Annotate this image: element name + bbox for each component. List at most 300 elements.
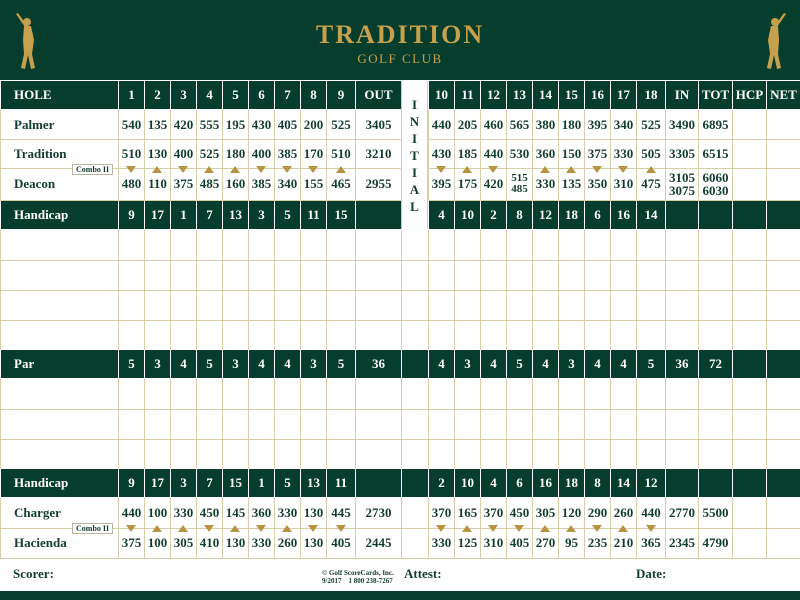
hole-11-cell [454, 379, 480, 409]
hole-9-cell [326, 320, 355, 350]
hcp-cell [732, 379, 766, 409]
out-cell: 36 [355, 350, 401, 378]
row-label: Hacienda [0, 528, 118, 558]
copyright-text: © Golf ScoreCards, Inc. [322, 569, 394, 577]
tee-row-hacienda [0, 528, 800, 559]
hole-6-cell: 360 [248, 498, 274, 528]
hole-4-cell: 485 [196, 168, 222, 200]
hole-17-cell: 16 [610, 201, 636, 229]
hole-3-cell [170, 439, 196, 469]
header-banner [0, 0, 800, 80]
hole-17-cell: 260 [610, 498, 636, 528]
hole-2-cell [144, 409, 170, 439]
hole-18-cell [636, 260, 665, 290]
hole-7-cell [274, 260, 300, 290]
hole-14-cell: 12 [532, 201, 558, 229]
hole-5-cell: 13 [222, 201, 248, 229]
hole-4-cell: 410 [196, 528, 222, 558]
hole-7-cell: 330 [274, 498, 300, 528]
initial-column [401, 81, 428, 229]
out-cell [355, 439, 401, 469]
hole-1-cell [118, 379, 144, 409]
hole-16-cell: 8 [584, 469, 610, 497]
hole-5-cell [222, 379, 248, 409]
hole-8-cell: 13 [300, 469, 326, 497]
hole-8-cell [300, 290, 326, 320]
in-cell [665, 409, 698, 439]
combo-up-triangle-icon [540, 525, 550, 532]
hole-15-cell: 18 [558, 469, 584, 497]
net-cell [766, 439, 800, 469]
combo-down-triangle-icon [436, 525, 446, 532]
initial-letter: A [409, 181, 420, 197]
hole-17-cell [610, 290, 636, 320]
out-cell [355, 379, 401, 409]
row-label: Tradition [0, 139, 118, 168]
hole-1-cell [118, 290, 144, 320]
hole-6-cell [248, 439, 274, 469]
out-cell [355, 290, 401, 320]
row-label: Handicap [0, 201, 118, 229]
hole-8-cell [300, 409, 326, 439]
hole-12-cell: 370 [480, 498, 506, 528]
hcp-cell [732, 320, 766, 350]
hole-11-cell: 10 [454, 469, 480, 497]
hole-2-cell [144, 260, 170, 290]
hole-18-cell: 14 [636, 201, 665, 229]
stacked-value: 515 [511, 172, 528, 184]
hole-3-cell: 330 [170, 498, 196, 528]
in-cell [665, 230, 698, 260]
hole-11-cell [454, 260, 480, 290]
hole-7-cell [274, 230, 300, 260]
hole-6-cell: 1 [248, 469, 274, 497]
hole-1-cell: 375 [118, 528, 144, 558]
row-label: Palmer [0, 110, 118, 139]
hole-8-cell [300, 260, 326, 290]
hole-17-cell: 210 [610, 528, 636, 558]
in-cell [665, 320, 698, 350]
copyright [322, 569, 394, 585]
hole-16-cell [584, 320, 610, 350]
hole-12-cell: 460 [480, 110, 506, 139]
initial-letter: I [411, 96, 418, 112]
hole-4-cell: 7 [196, 469, 222, 497]
hole-13-cell [506, 230, 532, 260]
hole-1-cell [118, 409, 144, 439]
initial-letter: N [409, 113, 420, 129]
hole-17-cell [610, 230, 636, 260]
hcp-header: HCP [732, 81, 766, 109]
score-row [0, 260, 800, 291]
hole-number: 14 [532, 81, 558, 109]
score-row [0, 379, 800, 410]
hole-12-cell: 4 [480, 350, 506, 378]
date-label: Date: [636, 566, 667, 581]
combo-down-triangle-icon [308, 166, 318, 173]
initial-cell [401, 290, 428, 320]
hole-10-cell [428, 379, 454, 409]
stacked-value: 3075 [669, 183, 695, 198]
hole-6-cell [248, 230, 274, 260]
hole-3-cell: 400 [170, 139, 196, 168]
combo-up-triangle-icon [336, 166, 346, 173]
par-row [0, 350, 800, 378]
hole-16-cell: 6 [584, 201, 610, 229]
hole-2-cell: 130 [144, 139, 170, 168]
hole-5-cell: 130 [222, 528, 248, 558]
hole-8-cell [300, 439, 326, 469]
hole-number: 2 [144, 81, 170, 109]
net-cell [766, 350, 800, 378]
club-subtitle: GOLF CLUB [357, 51, 443, 66]
hole-1-cell: 9 [118, 201, 144, 229]
hole-4-cell [196, 320, 222, 350]
row-label: Handicap [0, 469, 118, 497]
hole-1-cell [118, 230, 144, 260]
hcp-cell [732, 528, 766, 558]
hole-3-cell [170, 379, 196, 409]
hole-12-cell [480, 290, 506, 320]
hole-12-cell: 2 [480, 201, 506, 229]
row-label [0, 260, 118, 290]
combo-down-triangle-icon [126, 525, 136, 532]
hole-15-cell: 120 [558, 498, 584, 528]
hole-number: 4 [196, 81, 222, 109]
score-row [0, 409, 800, 440]
combo-up-triangle-icon [178, 525, 188, 532]
tot-cell [698, 469, 732, 497]
combo-up-triangle-icon [566, 525, 576, 532]
hole-12-cell [480, 320, 506, 350]
net-cell [766, 409, 800, 439]
hole-13-cell: 8 [506, 201, 532, 229]
hole-7-cell [274, 439, 300, 469]
net-cell [766, 260, 800, 290]
hole-2-cell: 17 [144, 469, 170, 497]
combo-down-triangle-icon [592, 525, 602, 532]
hole-12-cell: 420 [480, 168, 506, 200]
hole-1-cell: 5 [118, 350, 144, 378]
out-cell: 2730 [355, 498, 401, 528]
tot-cell: 6895 [698, 110, 732, 139]
hole-15-cell [558, 439, 584, 469]
hcp-cell [732, 110, 766, 139]
hole-4-cell: 450 [196, 498, 222, 528]
hole-16-cell [584, 379, 610, 409]
hole-14-cell [532, 320, 558, 350]
hole-15-cell: 150 [558, 139, 584, 168]
hole-5-cell: 3 [222, 350, 248, 378]
hole-17-cell [610, 379, 636, 409]
hcp-cell [732, 139, 766, 168]
hole-2-cell: 110 [144, 168, 170, 200]
hole-4-cell: 525 [196, 139, 222, 168]
out-cell [355, 409, 401, 439]
hole-number: 11 [454, 81, 480, 109]
initial-cell [401, 528, 428, 558]
tee-row-charger [0, 498, 800, 529]
tot-cell [698, 201, 732, 229]
in-cell [665, 168, 698, 200]
hcp-cell [732, 168, 766, 200]
hole-3-cell [170, 230, 196, 260]
hcp-cell [732, 260, 766, 290]
hole-5-cell: 195 [222, 110, 248, 139]
out-header: OUT [355, 81, 401, 109]
hole-10-cell [428, 439, 454, 469]
hole-18-cell [636, 230, 665, 260]
hole-13-cell [506, 168, 532, 200]
initial-letter: T [410, 147, 419, 163]
initial-letter: I [411, 130, 418, 146]
hole-7-cell: 405 [274, 110, 300, 139]
hole-17-cell: 340 [610, 110, 636, 139]
hole-18-cell: 525 [636, 110, 665, 139]
hole-6-cell: 430 [248, 110, 274, 139]
combo-down-triangle-icon [336, 525, 346, 532]
hole-12-cell [480, 379, 506, 409]
hole-13-cell: 450 [506, 498, 532, 528]
stacked-value: 6030 [702, 183, 729, 198]
hole-16-cell [584, 260, 610, 290]
hole-10-cell [428, 230, 454, 260]
hole-11-cell [454, 409, 480, 439]
hole-2-cell [144, 230, 170, 260]
initial-cell [401, 469, 428, 497]
hole-1-cell: 540 [118, 110, 144, 139]
row-label [0, 379, 118, 409]
tee-row-tradition [0, 139, 800, 169]
hole-14-cell: 16 [532, 469, 558, 497]
hole-16-cell: 4 [584, 350, 610, 378]
hole-5-cell [222, 260, 248, 290]
hole-3-cell: 420 [170, 110, 196, 139]
hole-14-cell [532, 379, 558, 409]
hole-3-cell [170, 409, 196, 439]
hole-2-cell: 3 [144, 350, 170, 378]
hole-9-cell: 445 [326, 498, 355, 528]
initial-cell [401, 439, 428, 469]
hole-17-cell [610, 260, 636, 290]
hole-17-cell: 14 [610, 469, 636, 497]
hole-7-cell: 260 [274, 528, 300, 558]
hole-15-cell [558, 320, 584, 350]
combo-up-triangle-icon [204, 166, 214, 173]
stacked-value: 3105 [669, 170, 695, 185]
hole-6-cell [248, 290, 274, 320]
hole-7-cell [274, 320, 300, 350]
hole-10-cell [428, 320, 454, 350]
hole-5-cell: 15 [222, 469, 248, 497]
hole-9-cell [326, 409, 355, 439]
hole-9-cell [326, 260, 355, 290]
hole-15-cell [558, 260, 584, 290]
combo-up-triangle-icon [230, 166, 240, 173]
golfer-silhouette-icon [760, 10, 788, 72]
hole-14-cell: 270 [532, 528, 558, 558]
hole-number: 3 [170, 81, 196, 109]
combo-up-triangle-icon [152, 525, 162, 532]
stacked-value: 6060 [702, 170, 729, 185]
hole-11-cell [454, 320, 480, 350]
hole-18-cell [636, 379, 665, 409]
hole-6-cell: 3 [248, 201, 274, 229]
hole-17-cell: 310 [610, 168, 636, 200]
hole-1-cell: 9 [118, 469, 144, 497]
hole-13-cell: 405 [506, 528, 532, 558]
hole-8-cell [300, 320, 326, 350]
combo-up-triangle-icon [152, 166, 162, 173]
hole-18-cell [636, 320, 665, 350]
hole-14-cell: 305 [532, 498, 558, 528]
hole-number: 13 [506, 81, 532, 109]
in-header: IN [665, 81, 698, 109]
handicap-row-bottom [0, 469, 800, 497]
combo-down-triangle-icon [256, 525, 266, 532]
combo-up-triangle-icon [646, 166, 656, 173]
hcp-cell [732, 498, 766, 528]
combo-down-triangle-icon [256, 166, 266, 173]
hole-11-cell: 185 [454, 139, 480, 168]
out-cell: 2955 [355, 168, 401, 200]
hole-10-cell: 370 [428, 498, 454, 528]
tot-cell [698, 379, 732, 409]
hole-9-cell: 510 [326, 139, 355, 168]
out-cell: 3405 [355, 110, 401, 139]
hcp-cell [732, 469, 766, 497]
hole-7-cell: 340 [274, 168, 300, 200]
tot-cell: 4790 [698, 528, 732, 558]
hole-17-cell: 330 [610, 139, 636, 168]
hole-4-cell [196, 439, 222, 469]
combo-down-triangle-icon [178, 166, 188, 173]
initial-cell [401, 350, 428, 378]
tot-cell [698, 260, 732, 290]
hole-15-cell [558, 290, 584, 320]
in-cell [665, 439, 698, 469]
hole-2-cell: 100 [144, 528, 170, 558]
hole-2-cell [144, 290, 170, 320]
hole-8-cell: 3 [300, 350, 326, 378]
hole-18-cell: 505 [636, 139, 665, 168]
hole-9-cell: 405 [326, 528, 355, 558]
hole-3-cell: 3 [170, 469, 196, 497]
hole-4-cell [196, 379, 222, 409]
hole-7-cell [274, 379, 300, 409]
tot-cell [698, 230, 732, 260]
hole-3-cell: 4 [170, 350, 196, 378]
hole-12-cell [480, 409, 506, 439]
hole-18-cell: 365 [636, 528, 665, 558]
hole-9-cell [326, 379, 355, 409]
hole-6-cell: 330 [248, 528, 274, 558]
hole-6-cell: 385 [248, 168, 274, 200]
hcp-cell [732, 439, 766, 469]
in-cell [665, 290, 698, 320]
tot-header: TOT [698, 81, 732, 109]
hole-10-cell [428, 409, 454, 439]
initial-cell [401, 498, 428, 528]
hole-18-cell [636, 290, 665, 320]
hole-9-cell: 11 [326, 469, 355, 497]
hole-8-cell [300, 230, 326, 260]
hole-12-cell: 4 [480, 469, 506, 497]
hole-number: 16 [584, 81, 610, 109]
hole-16-cell [584, 290, 610, 320]
initial-cell [401, 320, 428, 350]
tot-cell: 5500 [698, 498, 732, 528]
hcp-cell [732, 230, 766, 260]
combo-down-triangle-icon [308, 525, 318, 532]
tot-cell [698, 439, 732, 469]
initial-cell [401, 379, 428, 409]
hole-12-cell: 440 [480, 139, 506, 168]
hole-4-cell: 7 [196, 201, 222, 229]
hole-12-cell [480, 260, 506, 290]
tot-cell [698, 290, 732, 320]
in-cell: 3305 [665, 139, 698, 168]
hole-13-cell [506, 439, 532, 469]
tot-cell [698, 409, 732, 439]
hole-2-cell [144, 320, 170, 350]
tee-row-palmer [0, 110, 800, 140]
hole-16-cell: 375 [584, 139, 610, 168]
hole-2-cell: 135 [144, 110, 170, 139]
out-cell [355, 230, 401, 260]
hole-10-cell: 440 [428, 110, 454, 139]
hole-16-cell [584, 439, 610, 469]
tot-cell: 6515 [698, 139, 732, 168]
hole-13-cell [506, 290, 532, 320]
footer [0, 559, 800, 591]
hole-5-cell: 145 [222, 498, 248, 528]
net-cell [766, 168, 800, 200]
hole-number: 18 [636, 81, 665, 109]
net-cell [766, 110, 800, 139]
net-cell [766, 379, 800, 409]
hole-4-cell: 555 [196, 110, 222, 139]
hole-15-cell: 3 [558, 350, 584, 378]
combo-up-triangle-icon [566, 166, 576, 173]
combo-down-triangle-icon [488, 166, 498, 173]
club-title: TRADITION [315, 20, 485, 49]
hole-4-cell [196, 409, 222, 439]
hole-7-cell: 4 [274, 350, 300, 378]
combo-down-triangle-icon [204, 525, 214, 532]
hole-17-cell [610, 439, 636, 469]
tot-cell [698, 320, 732, 350]
hole-8-cell: 130 [300, 528, 326, 558]
hole-18-cell [636, 409, 665, 439]
hole-18-cell: 12 [636, 469, 665, 497]
net-cell [766, 290, 800, 320]
hole-14-cell: 330 [532, 168, 558, 200]
hole-17-cell [610, 409, 636, 439]
hole-11-cell: 175 [454, 168, 480, 200]
hole-number: 1 [118, 81, 144, 109]
hole-10-cell [428, 290, 454, 320]
combo-up-triangle-icon [462, 525, 472, 532]
hole-3-cell: 375 [170, 168, 196, 200]
hole-6-cell [248, 409, 274, 439]
in-cell: 3490 [665, 110, 698, 139]
net-header: NET [766, 81, 800, 109]
hole-number: 12 [480, 81, 506, 109]
combo-down-triangle-icon [646, 525, 656, 532]
hole-10-cell: 4 [428, 350, 454, 378]
hole-11-cell: 10 [454, 201, 480, 229]
